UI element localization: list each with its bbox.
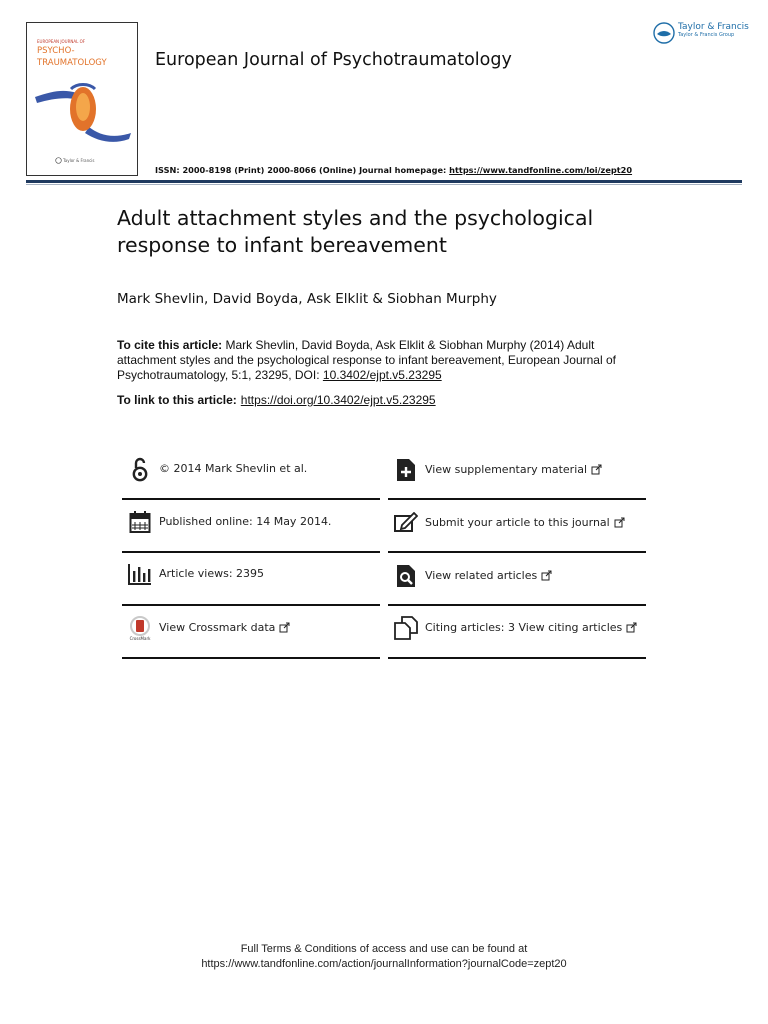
published-date-text: Published online: 14 May 2014.: [159, 515, 332, 528]
citing-articles-link[interactable]: Citing articles: 3 View citing articles: [425, 621, 623, 634]
article-doi-link[interactable]: https://doi.org/10.3402/ejpt.v5.23295: [240, 393, 436, 407]
external-link-icon: [279, 622, 290, 633]
external-link-icon: [626, 622, 637, 633]
cite-text: Mark Shevlin, David Boyda, Ask Elklit & Siobhan Murphy (2014) Adult attachment styles and the psychological response to infant bereavement, European Journal of Psychotraumatology, 5:1, 23295, DOI:: [117, 338, 616, 382]
external-link-icon: [614, 517, 625, 528]
calendar-icon: [127, 509, 153, 535]
cover-publisher-icon: [55, 157, 62, 164]
journal-homepage-link[interactable]: https://www.tandfonline.com/loi/zept20: [449, 165, 633, 175]
issn-line: [155, 165, 632, 175]
cover-title-line1: PSYCHO-: [37, 46, 75, 56]
crossmark-link[interactable]: View Crossmark data: [159, 621, 276, 634]
article-views-text: Article views: 2395: [159, 567, 265, 580]
journal-cover-image: [26, 22, 138, 176]
open-access-icon: [127, 456, 153, 482]
cite-doi-link[interactable]: 10.3402/ejpt.v5.23295: [322, 368, 442, 382]
publisher-group: Taylor & Francis Group: [678, 32, 735, 38]
svg-text:CrossMark: CrossMark: [129, 635, 151, 641]
supplementary-cell[interactable]: [388, 443, 646, 496]
footer-terms: [0, 942, 768, 972]
header-rule: [26, 180, 742, 183]
footer-line1: Full Terms & Conditions of access and use can be found at: [240, 943, 528, 955]
cover-title: [37, 45, 107, 69]
cover-title-line2: TRAUMATOLOGY: [37, 58, 107, 68]
submit-article-link[interactable]: Submit your article to this journal: [425, 516, 610, 529]
issn-text: ISSN: 2000-8198 (Print) 2000-8066 (Online) Journal homepage:: [155, 165, 450, 175]
divider: [122, 657, 380, 659]
crossmark-cell[interactable]: [122, 601, 380, 654]
footer-terms-link[interactable]: https://www.tandfonline.com/action/journalInformation?journalCode=zept20: [201, 958, 567, 970]
cover-kicker: EUROPEAN JOURNAL OF: [37, 39, 86, 44]
link-block: [117, 393, 436, 407]
citing-documents-icon: [393, 615, 419, 641]
edit-icon: [393, 510, 419, 536]
cite-label: To cite this article:: [117, 338, 223, 352]
cover-publisher: Taylor & Francis: [63, 158, 95, 163]
article-authors: Mark Shevlin, David Boyda, Ask Elklit & Siobhan Murphy: [117, 291, 497, 307]
publisher-logo[interactable]: [653, 22, 749, 44]
publisher-name: Taylor & Francis: [678, 22, 749, 32]
add-file-icon: [393, 457, 419, 483]
external-link-icon: [541, 570, 552, 581]
search-document-icon: [393, 563, 419, 589]
related-articles-link[interactable]: View related articles: [425, 569, 538, 582]
crossmark-icon: [127, 615, 153, 641]
citation-block: [117, 338, 657, 383]
external-link-icon: [591, 464, 602, 475]
citing-cell[interactable]: [388, 601, 646, 654]
divider: [388, 657, 646, 659]
submit-cell[interactable]: [388, 496, 646, 549]
journal-title: European Journal of Psychotraumatology: [155, 50, 512, 70]
related-cell[interactable]: [388, 549, 646, 602]
header-rule-thin: [26, 184, 742, 185]
article-title: Adult attachment styles and the psychological response to infant bereavement: [117, 206, 594, 257]
published-cell: [122, 495, 380, 548]
copyright-text: © 2014 Mark Shevlin et al.: [159, 462, 308, 475]
bar-chart-icon: [127, 561, 153, 587]
link-label: To link to this article:: [117, 393, 237, 407]
supplementary-link[interactable]: View supplementary material: [425, 463, 588, 476]
open-access-cell: [122, 442, 380, 495]
article-views-cell: [122, 547, 380, 600]
cover-artwork-icon: [33, 79, 133, 155]
taylor-francis-logo-icon: [653, 22, 675, 44]
